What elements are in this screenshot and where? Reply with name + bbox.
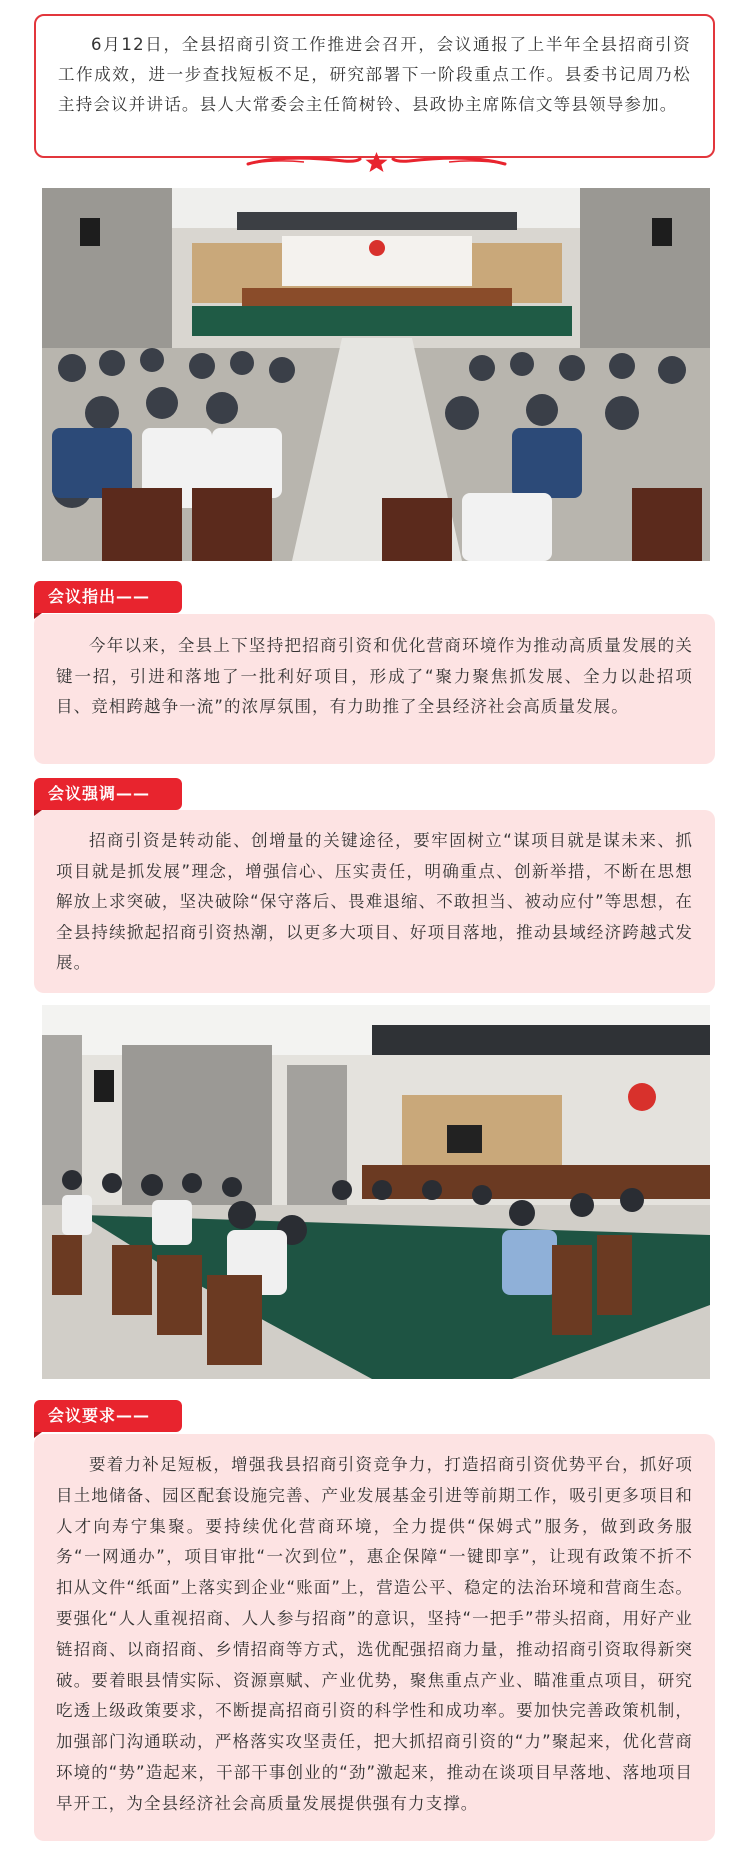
- section-heading-emphasized: 会议强调——: [34, 778, 182, 810]
- meeting-photo-front: [42, 188, 710, 561]
- section-heading-required: 会议要求——: [34, 1400, 182, 1432]
- party-emblem-icon: [369, 240, 385, 256]
- star-divider-icon: [244, 150, 509, 174]
- party-emblem-icon: [628, 1083, 656, 1111]
- intro-text: 6月12日，全县招商引资工作推进会召开，会议通报了上半年全县招商引资工作成效，进一步查找短板不足，研究部署下一阶段重点工作。县委书记周乃松主持会议并讲话。县人大常委会主任简树铃、县政协主席陈信文等县领导参加。: [58, 35, 691, 114]
- section-panel-pointed-out: [34, 614, 715, 764]
- section-body-emphasized: 招商引资是转动能、创增量的关键途径，要牢固树立“谋项目就是谋未来、抓项目就是抓发展”理念，增强信心、压实责任，明确重点、创新举措，不断在思想解放上求突破，坚决破除“保守落后、畏难退缩、不敢担当、被动应付”等思想，在全县持续掀起招商引资热潮，以更多大项目、好项目落地，推动县域经济跨越式发展。: [56, 831, 693, 972]
- intro-box: [34, 14, 715, 158]
- section-body-pointed-out: 今年以来，全县上下坚持把招商引资和优化营商环境作为推动高质量发展的关键一招，引进和落地了一批利好项目，形成了“聚力聚焦抓发展、全力以赴招项目、竞相跨越争一流”的浓厚氛围，有力助推了全县经济社会高质量发展。: [56, 636, 693, 716]
- meeting-photo-side: [42, 1005, 710, 1379]
- section-panel-emphasized: [34, 810, 715, 993]
- section-heading-pointed-out: 会议指出——: [34, 581, 182, 613]
- section-body-required: 要着力补足短板，增强我县招商引资竞争力，打造招商引资优势平台，抓好项目土地储备、园区配套设施完善、产业发展基金引进等前期工作，吸引更多项目和人才向寿宁集聚。要持续优化营商环境，全力提供“保姆式”服务，做到政务服务“一网通办”，项目审批“一次到位”，惠企保障“一键即享”，让现有政策不折不扣从文件“纸面”上落实到企业“账面”上，营造公平、稳定的法治环境和营商生态。要强化“人人重视招商、人人参与招商”的意识，坚持“一把手”带头招商，用好产业链招商、以商招商、乡情招商等方式，选优配强招商力量，推动招商引资取得新突破。要着眼县情实际、资源禀赋、产业优势，聚焦重点产业、瞄准重点项目，研究吃透上级政策要求，不断提高招商引资的科学性和成功率。要加快完善政策机制，加强部门沟通联动，严格落实攻坚责任，把大抓招商引资的“力”聚起来，优化营商环境的“势”造起来，干部干事创业的“劲”激起来，推动在谈项目早落地、落地项目早开工，为全县经济社会高质量发展提供强有力支撑。: [56, 1455, 693, 1813]
- section-panel-required: [34, 1434, 715, 1841]
